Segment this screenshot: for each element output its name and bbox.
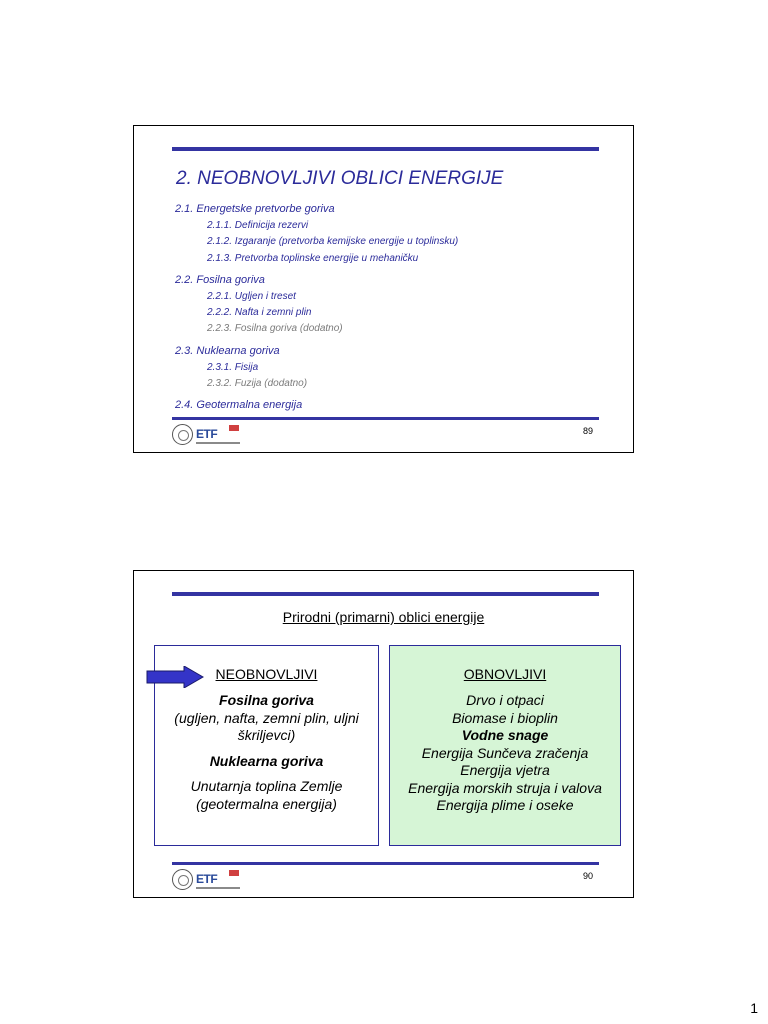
toc-section: 2.4. Geotermalna energija [175,399,303,412]
fossil-fuels-title: Fosilna goriva [219,692,314,708]
bottom-rule [172,417,599,420]
top-rule [172,592,599,596]
renewable-item: Energija vjetra [460,762,550,778]
logo-text: ETF [196,872,218,886]
renewable-item: Energija morskih struja i valova [408,779,602,796]
etf-logo [172,869,242,895]
logo-underline [196,442,240,444]
bottom-rule [172,862,599,865]
toc-subsection: 2.1.3. Pretvorba toplinske energije u mehaničku [207,252,419,264]
toc-subsection: 2.1.1. Definicija rezervi [207,220,309,231]
renewable-header: OBNOVLJIVI [463,666,547,682]
nonrenewable-header: NEOBNOVLJIVI [215,666,318,682]
toc-subsection: 2.2.1. Ugljen i treset [207,290,296,302]
renewable-item: Energija plime i oseke [436,797,574,813]
logo-text: ETF [196,427,218,441]
renewable-item: Drvo i otpaci [466,692,544,708]
university-seal-icon [172,424,193,445]
flag-icon [229,425,239,431]
flag-icon [229,870,239,876]
slide-90 [133,570,634,898]
table-of-contents [175,203,615,416]
slide-title: 2. NEOBNOVLJIVI OBLICI ENERGIJE [176,168,504,189]
toc-subsection: 2.2.3. Fosilna goriva (dodatno) [207,323,343,335]
toc-section: 2.1. Energetske pretvorbe goriva [175,203,335,215]
toc-subsection: 2.3.2. Fuzija (dodatno) [207,378,308,390]
renewable-item: Biomase i bioplin [452,709,558,726]
nuclear-fuels-title: Nuklearna goriva [209,752,324,769]
toc-subsection: 2.2.2. Nafta i zemni plin [207,307,312,319]
geothermal-line-1: Unutarnja toplina Zemlje [190,778,343,794]
slide-number: 90 [582,871,593,881]
fossil-fuels-detail-2: škriljevci) [237,727,296,743]
toc-subsection: 2.1.2. Izgaranje (pretvorba kemijske energije u toplinsku) [207,236,459,248]
slide-heading: Prirodni (primarni) oblici energije [282,609,485,625]
toc-section: 2.3. Nuklearna goriva [175,344,280,357]
arrow-right-icon [146,666,204,688]
geothermal-line-2: (geotermalna energija) [196,795,337,812]
toc-subsection: 2.3.1. Fisija [207,361,259,373]
logo-underline [196,887,240,889]
renewable-item: Energija Sunčeva zračenja [421,744,589,761]
renewable-list [390,692,620,815]
slide-89 [133,125,634,453]
fossil-fuels-detail-1: (ugljen, nafta, zemni plin, uljni [174,709,359,726]
renewable-box [389,645,621,846]
etf-logo [172,424,242,450]
top-rule [172,147,599,151]
renewable-item: Vodne snage [461,727,549,743]
toc-section: 2.2. Fosilna goriva [175,273,265,286]
slide-number: 89 [582,426,593,436]
page-number: 1 [750,1000,758,1016]
university-seal-icon [172,869,193,890]
